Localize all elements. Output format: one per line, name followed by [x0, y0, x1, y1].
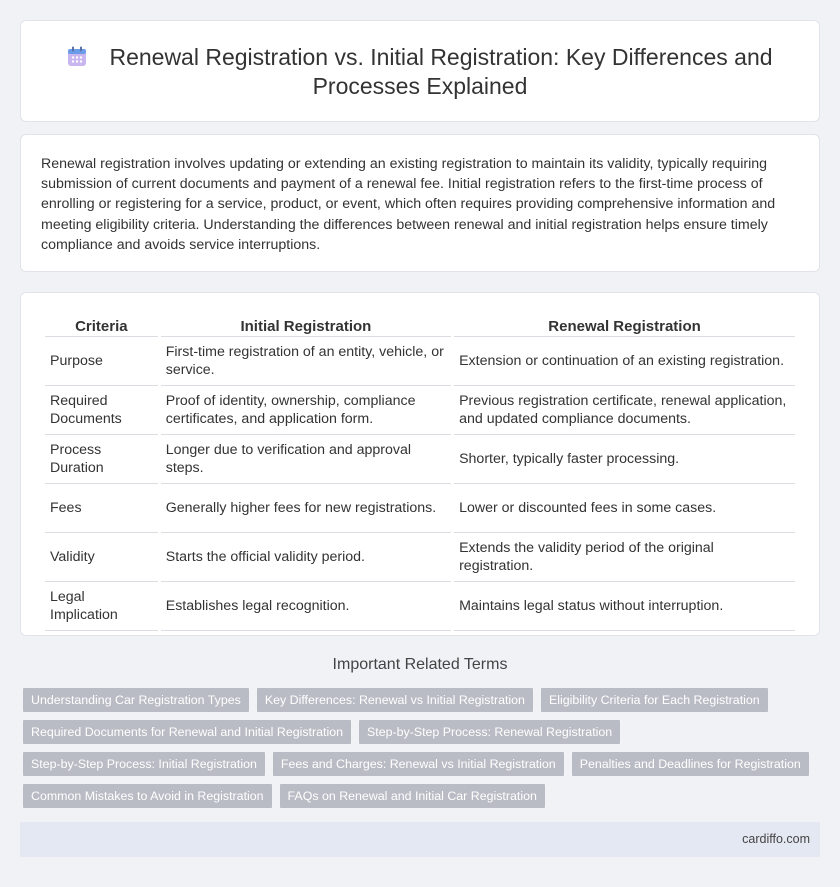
table-row	[45, 484, 795, 533]
tag-row	[23, 752, 813, 776]
related-tag[interactable]: FAQs on Renewal and Initial Car Registration	[280, 784, 545, 808]
footer-bar	[20, 822, 820, 857]
intro-card	[20, 134, 820, 272]
row-criteria: Process Duration	[45, 435, 158, 484]
page-title: Renewal Registration vs. Initial Registration: Key Differences and Processes Explained	[109, 44, 773, 99]
title-card	[20, 20, 820, 122]
header-initial: Initial Registration	[161, 318, 451, 337]
tag-row	[23, 720, 813, 744]
row-initial: Establishes legal recognition.	[161, 582, 451, 631]
related-tag[interactable]: Common Mistakes to Avoid in Registration	[23, 784, 272, 808]
header-criteria: Criteria	[45, 318, 158, 337]
row-criteria: Legal Implication	[45, 582, 158, 631]
row-renewal: Extension or continuation of an existing registration.	[454, 337, 795, 386]
tag-row	[23, 784, 813, 808]
table-row	[45, 533, 795, 582]
related-tag[interactable]: Step-by-Step Process: Initial Registration	[23, 752, 265, 776]
row-initial: First-time registration of an entity, vehicle, or service.	[161, 337, 451, 386]
row-criteria: Validity	[45, 533, 158, 582]
table-row	[45, 337, 795, 386]
related-terms-heading: Important Related Terms	[332, 656, 508, 673]
row-renewal: Extends the validity period of the original registration.	[454, 533, 795, 582]
related-tag[interactable]: Key Differences: Renewal vs Initial Registration	[257, 688, 533, 712]
related-tag[interactable]: Eligibility Criteria for Each Registration	[541, 688, 768, 712]
row-renewal: Maintains legal status without interruption.	[454, 582, 795, 631]
related-tag[interactable]: Fees and Charges: Renewal vs Initial Registration	[273, 752, 564, 776]
row-criteria: Purpose	[45, 337, 158, 386]
calendar-icon	[67, 46, 87, 67]
row-renewal: Previous registration certificate, renewal application, and updated compliance documents.	[454, 386, 795, 435]
row-criteria: Fees	[45, 484, 158, 533]
intro-paragraph: Renewal registration involves updating or extending an existing registration to maintain its validity, typically requiring submission of current documents and payment of a renewal fee. Initial registration refers to the first-time process of enrolling or registering for a service, product, or event, which often requires providing comprehensive information and meeting eligibility criteria. Understanding the differences between renewal and initial registration helps ensure timely compliance and avoids service interruptions.	[41, 156, 776, 253]
related-terms-tags	[23, 688, 813, 816]
comparison-card	[20, 292, 820, 636]
tag-row	[23, 688, 813, 712]
row-initial: Generally higher fees for new registrations.	[161, 484, 451, 533]
table-header-row	[45, 318, 795, 337]
comparison-table	[42, 318, 798, 631]
footer-site-name: cardiffo.com	[742, 832, 810, 846]
row-initial: Proof of identity, ownership, compliance certificates, and application form.	[161, 386, 451, 435]
row-renewal: Lower or discounted fees in some cases.	[454, 484, 795, 533]
row-criteria: Required Documents	[45, 386, 158, 435]
table-row	[45, 386, 795, 435]
related-tag[interactable]: Understanding Car Registration Types	[23, 688, 249, 712]
related-tag[interactable]: Step-by-Step Process: Renewal Registration	[359, 720, 620, 744]
row-initial: Longer due to verification and approval steps.	[161, 435, 451, 484]
table-row	[45, 582, 795, 631]
page-title-wrap	[21, 43, 819, 101]
header-renewal: Renewal Registration	[454, 318, 795, 337]
row-initial: Starts the official validity period.	[161, 533, 451, 582]
row-renewal: Shorter, typically faster processing.	[454, 435, 795, 484]
table-row	[45, 435, 795, 484]
related-tag[interactable]: Required Documents for Renewal and Initial Registration	[23, 720, 351, 744]
related-tag[interactable]: Penalties and Deadlines for Registration	[572, 752, 809, 776]
